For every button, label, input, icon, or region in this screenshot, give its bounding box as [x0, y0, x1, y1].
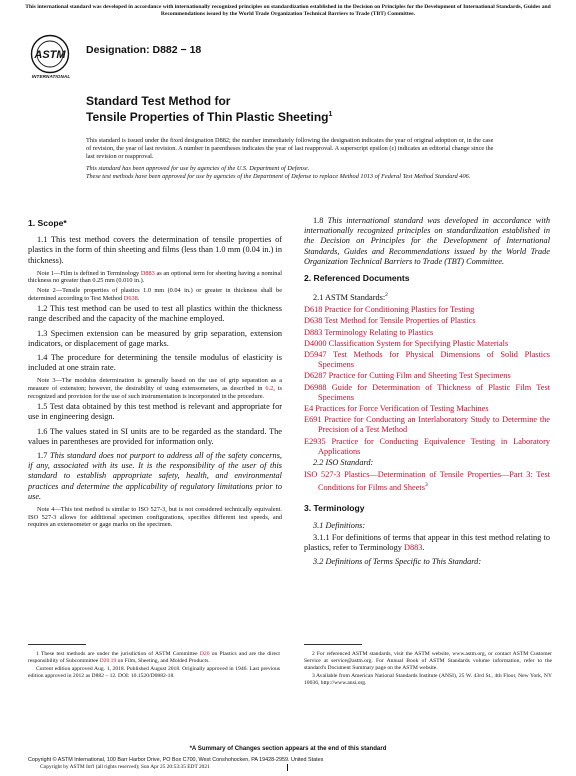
footnote-divider-left: [28, 644, 86, 645]
reference-item[interactable]: [304, 371, 550, 381]
reference-title-link[interactable]: Test Method for Tensile Properties of Plastics: [322, 316, 476, 326]
copyright-line-1: Copyright © ASTM International, 100 Barr Harbor Drive, PO Box C700, West Conshohocken, PA 19428-2959. United States: [28, 757, 324, 763]
reference-item[interactable]: [304, 415, 550, 435]
reference-item[interactable]: [304, 383, 550, 403]
link-d20-19[interactable]: D20.19: [99, 658, 117, 664]
astm-footnote-ref: 2: [385, 292, 388, 299]
tbt-notice: This international standard was developed in accordance with internationally recognized principles on standardization established in the Decision on Principles for the Development of International Standards, Guides and Recommendations issued by the World Trade Organization Technical Barriers to Trade (TBT) Committee.: [25, 4, 551, 17]
para-1-7: [28, 451, 282, 502]
page-title: [86, 94, 332, 124]
para-1-4: 1.4 The procedure for determining the tensile modulus of elasticity is included at one strain rate.: [28, 353, 282, 373]
footnotes-left: [28, 651, 280, 681]
approval-statement-1: This standard has been approved for use by agencies of the U.S. Department of Defense.: [86, 165, 310, 172]
title-line-1: Standard Test Method for: [86, 94, 231, 108]
note-3: [28, 377, 282, 400]
reference-item[interactable]: [304, 328, 550, 338]
title-footnote-ref: 1: [328, 111, 333, 118]
reference-title-link[interactable]: Practice for Conditioning Plastics for Testing: [322, 305, 475, 315]
footnote-3: 3 Available from American National Standards Institute (ANSI), 25 W. 43rd St., 4th Floor, New York, NY 10036, http://www.ansi.org.: [304, 673, 552, 686]
footnote-1-text: 1 These test methods are under the jurisdiction of ASTM Committee: [36, 651, 200, 657]
link-d20[interactable]: D20: [199, 651, 210, 657]
section-heading-referenced-documents: 2. Referenced Documents: [304, 273, 410, 284]
reference-code-link[interactable]: D6988: [304, 382, 327, 392]
astm-standards-label: [304, 290, 550, 303]
copyright-line-2: Copyright by ASTM Int'l (all rights reserved); Sun Apr 25 20:53:35 EDT 2021: [40, 764, 210, 770]
para-3-2: 3.2 Definitions of Terms Specific to This Standard:: [313, 557, 482, 567]
para-3-1-1-end: .: [422, 543, 425, 553]
reference-code-link[interactable]: D6287: [304, 371, 327, 381]
para-1-8-number: 1.8: [313, 216, 328, 225]
footnote-1-text-end: on Film, Sheeting, and Molded Products.: [116, 658, 210, 664]
reference-item[interactable]: [304, 316, 550, 326]
footnote-2: 2 For referenced ASTM standards, visit the ASTM website, www.astm.org, or contact ASTM Customer Service at service@astm.org. For Annual Book of ASTM Standards volume information, refer to the standard's Document Summary page on the ASTM website.: [304, 651, 552, 671]
reference-title-link[interactable]: Terminology Relating to Plastics: [322, 327, 434, 337]
link-d638[interactable]: D638: [123, 294, 138, 302]
reference-list: [304, 305, 550, 457]
issue-statement: This standard is issued under the fixed designation D882; the number immediately following the designation indicates the year of original adoption or, in the case of revision, the year of last revision. A number in parentheses indicates the year of last reapproval. A superscript epsilon (ε) indicates an editorial change since the last revision or reapproval.: [86, 137, 494, 160]
link-6-2[interactable]: 6.2: [265, 385, 274, 392]
right-column: [304, 216, 550, 571]
reference-title-link[interactable]: Practice for Conducting Equivalence Testing in Laboratory Applications: [318, 436, 550, 456]
reference-item[interactable]: [304, 305, 550, 315]
logo-text: ASTM: [34, 49, 66, 61]
reference-code-link[interactable]: D638: [304, 316, 323, 326]
para-1-8: [304, 216, 550, 267]
footnote-divider-right: [304, 644, 362, 645]
astm-logo-icon: [30, 34, 70, 74]
astm-label-text: 2.1 ASTM Standards:: [313, 292, 386, 302]
page-mark: [287, 764, 288, 771]
para-1-6: 1.6 The values stated in SI units are to be regarded as the standard. The values in parentheses are provided for information only.: [28, 426, 282, 446]
iso-footnote-ref: 3: [424, 482, 428, 489]
reference-title-link[interactable]: Practice for Cutting Film and Sheeting Test Specimens: [326, 371, 511, 381]
reference-item[interactable]: [304, 350, 550, 370]
section-heading-scope: 1. Scope*: [28, 218, 67, 228]
reference-code-link[interactable]: D618: [304, 305, 323, 315]
reference-code-link[interactable]: E2935: [304, 436, 326, 446]
para-3-1-1-text: 3.1.1 For definitions of terms that appear in this test method relating to plastics, refer to Terminology: [304, 532, 550, 553]
note-1-text-end: as an optional term for sheeting having a nominal thickness no greater than 0.25 mm (0.010 in.).: [28, 269, 282, 285]
para-1-1: 1.1 This test method covers the determination of tensile properties of plastics in the form of thin sheeting and films (less than 1.0 mm (0.04 in.) in thickness).: [28, 235, 282, 265]
reference-iso-527-3[interactable]: [304, 470, 550, 493]
footnote-1: [28, 651, 280, 665]
para-1-5: 1.5 Test data obtained by this test method is relevant and appropriate for use in engineering design.: [28, 402, 282, 422]
copyright-block: [28, 757, 323, 771]
reference-code-link[interactable]: E4: [304, 404, 314, 414]
para-1-7-text: This standard does not purport to address all of the safety concerns, if any, associated with its use. It is the responsibility of the user of this standard to establish appropriate safety, health, and environmental practices and determine the applicability of regulatory limitations prior to use.: [28, 451, 282, 501]
logo-label: INTERNATIONAL: [31, 74, 71, 79]
para-1-2: 1.2 This test method can be used to test all plastics within the thickness range described and the capacity of the machine employed.: [28, 304, 282, 324]
note-4: Note 4—This test method is similar to ISO 527-3, but is not considered technically equivalent. ISO 527-3 allows for additional specimen configurations, specifies different test speeds, and requires an extensometer or gage marks on the specimen.: [28, 506, 282, 529]
note-2: [28, 287, 282, 302]
link-d883-terminology[interactable]: D883: [403, 543, 423, 553]
reference-code-link[interactable]: D883: [304, 327, 323, 337]
title-line-2: [86, 108, 332, 124]
reference-item[interactable]: [304, 437, 550, 457]
intro-block: [86, 137, 498, 185]
reference-code-link[interactable]: E691: [304, 415, 322, 425]
reference-title-link[interactable]: Classification System for Specifying Plastic Materials: [326, 338, 509, 348]
para-1-7-number: 1.7: [37, 451, 50, 460]
definitions-label: 3.1 Definitions:: [313, 520, 366, 530]
note-3-text-end: , is recognized and provision for the use of such instrumentation is incorporated in the procedure.: [28, 385, 282, 400]
para-3-1-1: [304, 533, 550, 553]
approval-statement-2: These test methods have been approved for use by agencies of the Department of Defense to replace Method 1013 of Federal Test Method Standard 406.: [86, 173, 471, 180]
summary-of-changes-notice: *A Summary of Changes section appears at the end of this standard: [189, 745, 387, 752]
para-1-3: 1.3 Specimen extension can be measured by grip separation, extension indicators, or displacement of gage marks.: [28, 328, 282, 348]
reference-title-link[interactable]: Guide for Determination of Thickness of Plastic Film Test Specimens: [318, 382, 550, 402]
note-2-text-end: .: [137, 294, 140, 302]
reference-code-link[interactable]: D5947: [304, 350, 327, 359]
iso-standard-label: 2.2 ISO Standard:: [313, 458, 374, 468]
iso-ref-text[interactable]: ISO 527-3 Plastics—Determination of Tensile Properties—Part 3: Test Conditions for Films and Sheets: [304, 470, 550, 493]
footnote-1-text-mid: on Plastics and are the direct responsibility of Subcommittee: [28, 651, 280, 664]
para-1-8-text: This international standard was developed in accordance with internationally recognized principles on standardization established in the Decision on Principles for the Development of International Standards, Guides and Recommendations issued by the World Trade Organization Technical Barriers to Trade (TBT) Committee.: [304, 216, 550, 266]
link-d883[interactable]: D883: [140, 269, 155, 277]
section-heading-terminology: 3. Terminology: [304, 503, 365, 514]
note-2-text: Note 2—Tensile properties of plastics 1.0 mm (0.04 in.) or greater in thickness shall be determined according to Test Method: [28, 287, 282, 302]
footnote-1-edition: Current edition approved Aug. 1, 2018. Published August 2018. Originally approved in 1946. Last previous edition approved in 2012 as D882 – 12. DOI: 10.1520/D0882-18.: [28, 666, 280, 679]
reference-title-link[interactable]: Practices for Force Verification of Testing Machines: [313, 404, 489, 414]
note-3-text: Note 3—The modulus determination is generally based on the use of grip separation as a measure of extension; however, the desirability of using extensometers, as described in: [28, 377, 282, 392]
note-1-text: Note 1—Film is defined in Terminology: [37, 269, 141, 277]
title-text: Tensile Properties of Thin Plastic Sheeting: [86, 110, 329, 124]
reference-title-link[interactable]: Practice for Conducting an Interlaboratory Study to Determine the Precision of a Test Method: [318, 415, 550, 435]
footnotes-right: [304, 651, 552, 688]
reference-item[interactable]: [304, 339, 550, 349]
reference-code-link[interactable]: D4000: [304, 338, 327, 348]
reference-title-link[interactable]: Test Methods for Physical Dimensions of Solid Plastics Specimens: [318, 350, 550, 370]
reference-item[interactable]: [304, 404, 550, 414]
designation: Designation: D882 − 18: [86, 44, 202, 56]
left-column: [28, 216, 282, 531]
note-1: [28, 270, 282, 285]
